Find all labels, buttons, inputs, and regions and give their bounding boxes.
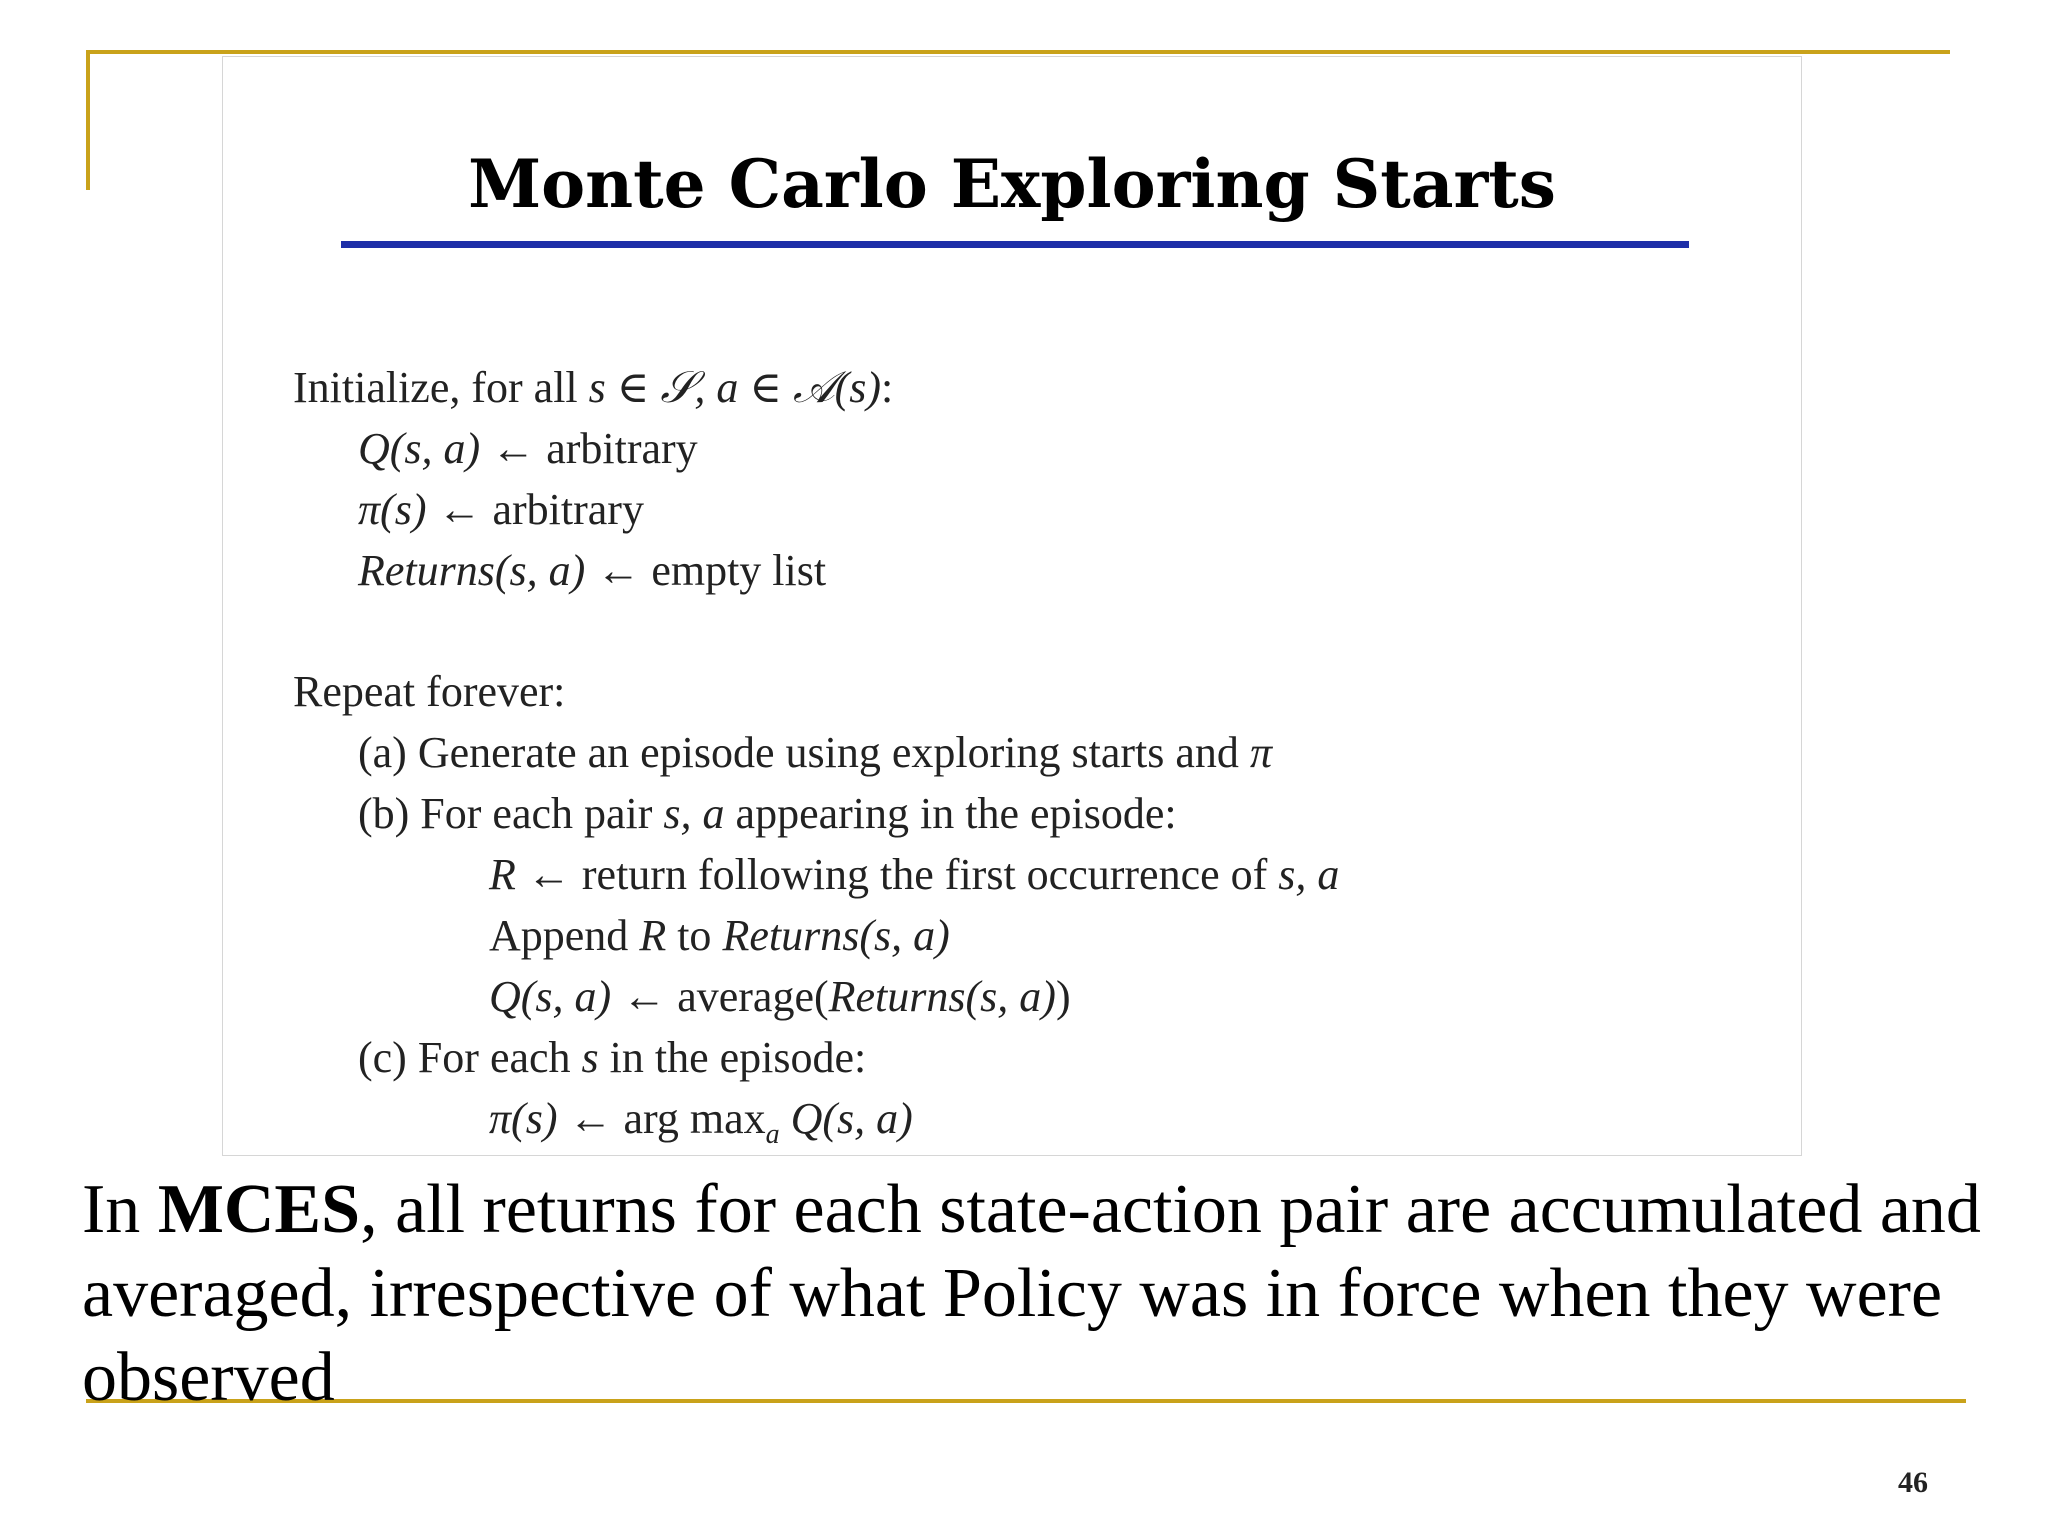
algorithm-pre: Append: [489, 911, 640, 960]
algorithm-post: ← arbitrary: [426, 485, 644, 534]
algorithm-line: [293, 966, 1339, 1027]
algorithm-line: [293, 905, 1339, 966]
algorithm-post: ← arg max: [557, 1094, 766, 1143]
algorithm-box: [293, 357, 1339, 1149]
algorithm-line: [293, 661, 1339, 722]
algorithm-pre: (b) For each pair: [358, 789, 664, 838]
page-number: 46: [1898, 1466, 1928, 1499]
caption-rest: , all returns for each state-action pair are accumulated and averaged, irrespective of what Policy was in force when they were observed: [82, 1171, 1981, 1416]
algorithm-pre: (a) Generate an episode using exploring starts and: [358, 728, 1250, 777]
algorithm-post: :: [881, 363, 894, 412]
algorithm-line: [293, 479, 1339, 540]
algorithm-post: in the episode:: [598, 1033, 867, 1082]
frame-left-rule: [86, 50, 90, 190]
algorithm-pre: (c) For each: [358, 1033, 582, 1082]
algorithm-math2: s, a: [1278, 850, 1340, 899]
algorithm-panel: [222, 56, 1802, 1156]
algorithm-pre: Repeat forever:: [293, 667, 566, 716]
algorithm-line: [293, 540, 1339, 601]
frame-top-rule: [86, 50, 1950, 54]
algorithm-math: R: [639, 911, 667, 960]
algorithm-math2: Q(s, a): [779, 1094, 913, 1143]
algorithm-math: s ∈ 𝒮, a ∈ 𝒜(s): [588, 363, 882, 412]
algorithm-line: [293, 357, 1339, 418]
algorithm-math2: Returns(s, a): [722, 911, 950, 960]
algorithm-post: ← arbitrary: [480, 424, 698, 473]
algorithm-math: π: [1249, 728, 1272, 777]
caption-prefix: In: [82, 1171, 158, 1248]
algorithm-line: [293, 1088, 1339, 1149]
algorithm-post: appearing in the episode:: [724, 789, 1177, 838]
algorithm-math: Q(s, a): [358, 424, 481, 473]
algorithm-sub: a: [765, 1118, 780, 1150]
algorithm-math: R: [489, 850, 516, 899]
algorithm-line: [293, 844, 1339, 905]
algorithm-math2: Returns(s, a): [828, 972, 1056, 1021]
algorithm-pre: Initialize, for all: [293, 363, 589, 412]
algorithm-gap: [293, 601, 1339, 661]
algorithm-post: ← average(: [611, 972, 829, 1021]
algorithm-math: s: [581, 1033, 599, 1082]
algorithm-post2: ): [1055, 972, 1071, 1021]
algorithm-math: Returns(s, a): [358, 546, 586, 595]
algorithm-post: to: [666, 911, 723, 960]
algorithm-post: ← return following the first occurrence of: [515, 850, 1279, 899]
panel-title: Monte Carlo Exploring Starts: [468, 145, 1556, 223]
algorithm-post: ← empty list: [585, 546, 827, 595]
algorithm-line: [293, 418, 1339, 479]
caption-bold-term: MCES: [157, 1171, 361, 1248]
algorithm-math: π(s): [489, 1094, 558, 1143]
algorithm-line: [293, 783, 1339, 844]
title-underline: [341, 241, 1689, 248]
algorithm-math: Q(s, a): [489, 972, 612, 1021]
algorithm-math: π(s): [358, 485, 427, 534]
algorithm-math: s, a: [663, 789, 725, 838]
algorithm-line: [293, 1027, 1339, 1088]
algorithm-line: [293, 722, 1339, 783]
slide-caption: [82, 1168, 2022, 1420]
